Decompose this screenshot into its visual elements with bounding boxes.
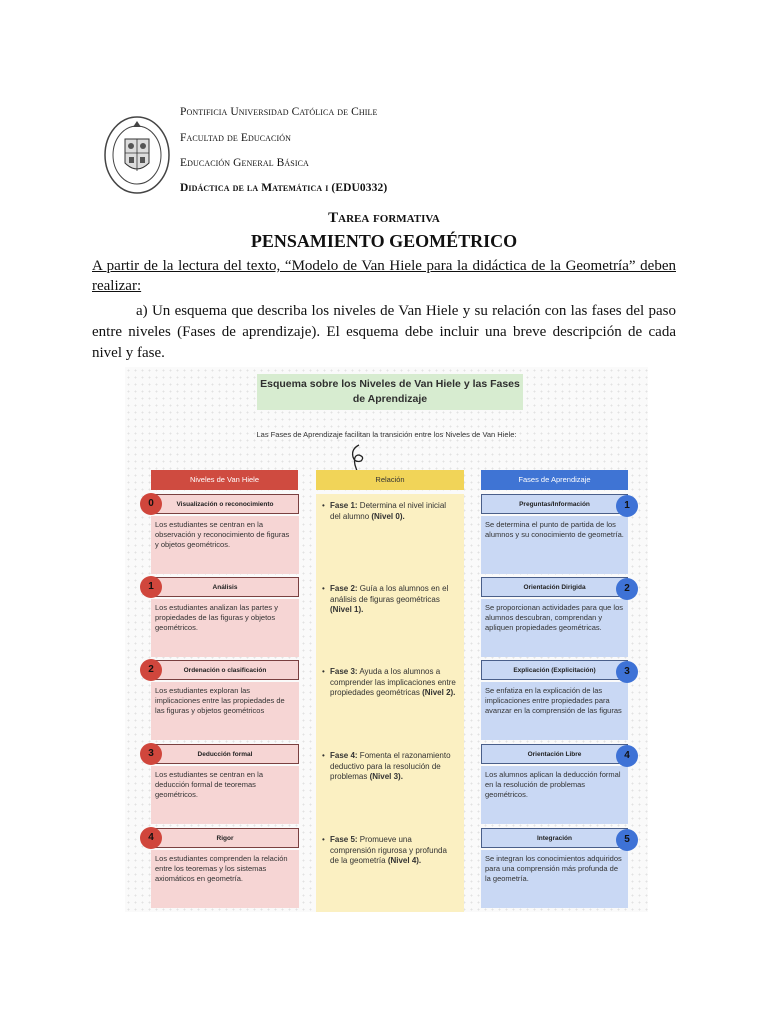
relation-text: Determina el nivel inicial del alumno bbox=[330, 501, 447, 521]
bullet-icon: • bbox=[322, 835, 325, 844]
university-name: Pontificia Universidad Católica de Chile bbox=[180, 106, 378, 118]
van-hiele-scheme bbox=[125, 367, 648, 912]
level-description: Los estudiantes exploran las implicaciones entre las propiedades de las figuras y objetos geométricos bbox=[151, 682, 299, 740]
level-description: Los estudiantes analizan las partes y propiedades de las figuras y objetos geométricos. bbox=[151, 599, 299, 657]
relation-phase: Fase 2: bbox=[330, 584, 358, 593]
relation-phase: Fase 3: bbox=[330, 667, 358, 676]
phase-label: Explicación (Explicitación) bbox=[481, 660, 628, 680]
relation-box bbox=[316, 577, 464, 661]
level-number-badge: 0 bbox=[140, 493, 162, 515]
phase-description: Se integran los conocimientos adquiridos para una comprensión más profunda de la geometría. bbox=[481, 850, 628, 908]
phase-label: Preguntas/Información bbox=[481, 494, 628, 514]
curl-arrow-icon bbox=[347, 443, 367, 473]
program-name: Educación General Básica bbox=[180, 157, 309, 169]
phase-description: Los alumnos aplican la deducción formal en la resolución de problemas geométricos. bbox=[481, 766, 628, 824]
phase-description: Se proporcionan actividades para que los alumnos descubran, comprendan y apliquen propiedades geométricas. bbox=[481, 599, 628, 657]
level-label: Deducción formal bbox=[151, 744, 299, 764]
relation-box bbox=[316, 828, 464, 912]
relation-text: Fomenta el razonamiento deductivo para la resolución de problemas bbox=[330, 751, 451, 781]
intro-text: A partir de la lectura del texto, “Modelo de Van Hiele para la didáctica de la Geometría” deben realizar: bbox=[92, 258, 676, 294]
level-number-badge: 2 bbox=[140, 659, 162, 681]
phase-number-badge: 5 bbox=[616, 829, 638, 851]
bullet-icon: • bbox=[322, 584, 325, 593]
column-header-levels: Niveles de Van Hiele bbox=[151, 470, 298, 490]
relation-phase: Fase 1: bbox=[330, 501, 358, 510]
relation-phase: Fase 5: bbox=[330, 835, 358, 844]
level-description: Los estudiantes comprenden la relación entre los teoremas y los sistemas axiomáticos en geometría. bbox=[151, 850, 299, 908]
relation-phase: Fase 4: bbox=[330, 751, 358, 760]
university-seal-icon bbox=[103, 115, 171, 195]
level-number-badge: 3 bbox=[140, 743, 162, 765]
phase-number-badge: 4 bbox=[616, 745, 638, 767]
bullet-icon: • bbox=[322, 751, 325, 760]
level-number-badge: 4 bbox=[140, 827, 162, 849]
relation-level: (Nivel 2). bbox=[422, 688, 456, 697]
assignment-type: Tarea formativa bbox=[328, 210, 440, 226]
bullet-icon: • bbox=[322, 501, 325, 510]
phase-label: Integración bbox=[481, 828, 628, 848]
bullet-icon: • bbox=[322, 667, 325, 676]
relation-level: (Nivel 4). bbox=[387, 856, 422, 865]
level-description: Los estudiantes se centran en la observación y reconocimiento de figuras y objetos geométricos. bbox=[151, 516, 299, 574]
phase-number-badge: 3 bbox=[616, 661, 638, 683]
phase-label: Orientación Dirigida bbox=[481, 577, 628, 597]
page-title: PENSAMIENTO GEOMÉTRICO bbox=[250, 231, 518, 251]
column-header-relation: Relación bbox=[316, 470, 464, 490]
level-label: Análisis bbox=[151, 577, 299, 597]
phase-label: Orientación Libre bbox=[481, 744, 628, 764]
phase-number-badge: 1 bbox=[616, 495, 638, 517]
level-label: Rigor bbox=[151, 828, 299, 848]
level-label: Ordenación o clasificación bbox=[151, 660, 299, 680]
phase-description: Se enfatiza en la explicación de las implicaciones entre propiedades para avanzar en la comprensión de las figuras bbox=[481, 682, 628, 740]
phase-description: Se determina el punto de partida de los alumnos y su conocimiento de geometría. bbox=[481, 516, 628, 574]
relation-text: Promueve una comprensión rigurosa y profunda de la geometría bbox=[330, 835, 447, 865]
relation-level: (Nivel 3). bbox=[369, 772, 403, 781]
faculty-name: Facultad de Educación bbox=[180, 132, 292, 144]
relation-level: (Nivel 1). bbox=[330, 605, 364, 614]
task-paragraph: a) Un esquema que describa los niveles de Van Hiele y su relación con las fases del paso entre niveles (Fases de aprendizaje). El esquema debe incluir una breve descripción de cada nivel y fase. bbox=[92, 303, 676, 361]
relation-box bbox=[316, 660, 464, 744]
relation-text: Ayuda a los alumnos a comprender las implicaciones entre propiedades geométricas bbox=[330, 667, 456, 697]
phase-number-badge: 2 bbox=[616, 578, 638, 600]
level-description: Los estudiantes se centran en la deducción formal de teoremas geométricos. bbox=[151, 766, 299, 824]
course-name: Didáctica de la Matemática i (EDU0332) bbox=[180, 182, 388, 194]
relation-level: (Nivel 0). bbox=[371, 511, 405, 521]
column-header-phases: Fases de Aprendizaje bbox=[481, 470, 628, 490]
relation-box bbox=[316, 494, 464, 578]
relation-text: Guía a los alumnos en el análisis de figuras geométricas bbox=[330, 584, 449, 604]
scheme-subtitle: Las Fases de Aprendizaje facilitan la transición entre los Niveles de Van Hiele: bbox=[256, 430, 517, 439]
scheme-title: Esquema sobre los Niveles de Van Hiele y las Fases de Aprendizaje bbox=[257, 374, 523, 410]
level-number-badge: 1 bbox=[140, 576, 162, 598]
relation-box bbox=[316, 744, 464, 828]
level-label: Visualización o reconocimiento bbox=[151, 494, 299, 514]
